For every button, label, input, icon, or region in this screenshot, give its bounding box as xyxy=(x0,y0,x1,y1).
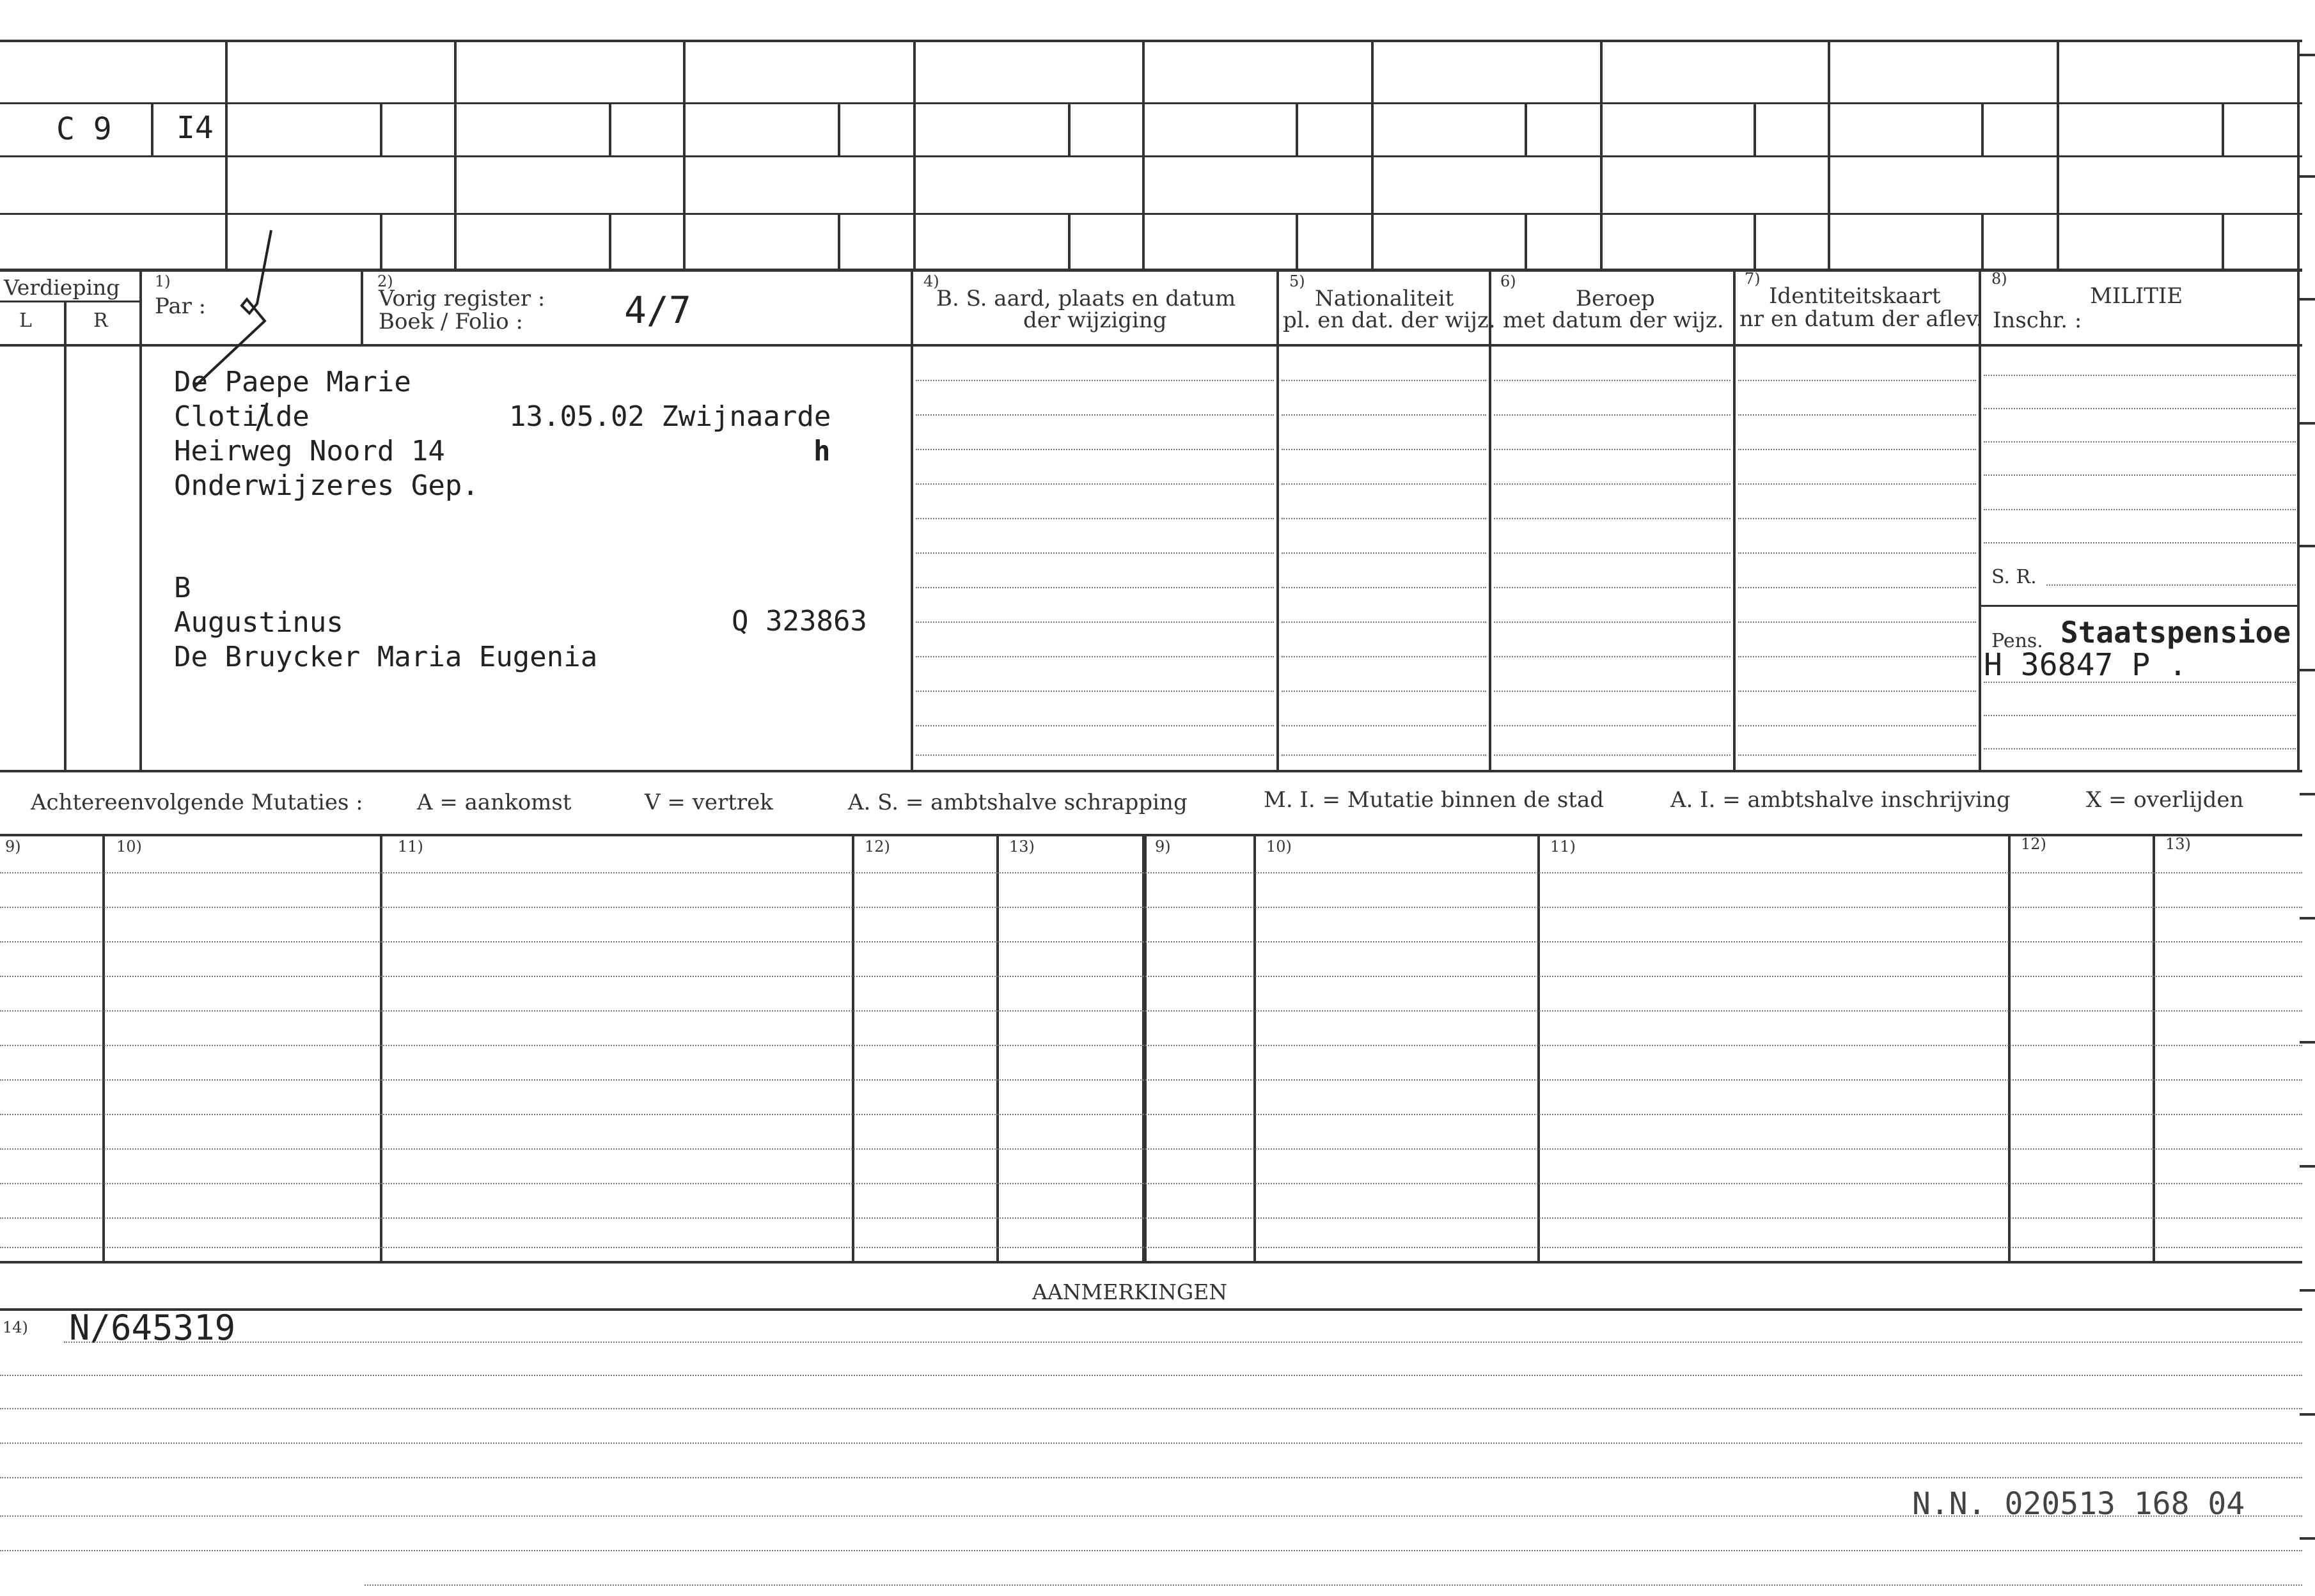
grid-line xyxy=(139,271,142,771)
grid-line xyxy=(1979,605,2298,607)
code-left: C 9 xyxy=(56,111,112,147)
sr-line xyxy=(2046,584,2296,586)
grid-line xyxy=(2222,102,2224,155)
writing-line xyxy=(1494,755,1730,756)
legend-a: A = aankomst xyxy=(417,790,572,815)
writing-line xyxy=(1282,656,1486,657)
grid-line xyxy=(0,155,2302,157)
writing-line xyxy=(0,1045,2302,1046)
tick xyxy=(2300,917,2315,919)
writing-line xyxy=(0,1375,2302,1376)
nat-header-line1: Nationaliteit xyxy=(1315,286,1454,311)
tick xyxy=(2300,1041,2315,1044)
bs-num: 4) xyxy=(923,272,939,290)
grid-line xyxy=(0,102,2302,104)
col-header: 9) xyxy=(5,838,21,856)
writing-line xyxy=(1282,587,1486,588)
grid-line xyxy=(361,271,363,344)
tick xyxy=(2300,422,2315,425)
writing-line xyxy=(0,1079,2302,1081)
writing-line xyxy=(916,483,1274,485)
tick xyxy=(2300,175,2315,178)
grid-line xyxy=(1733,271,1736,771)
tick xyxy=(2300,1165,2315,1168)
grid-line xyxy=(1296,213,1298,269)
grid-line xyxy=(852,835,854,1264)
grid-line xyxy=(151,102,153,155)
boek-folio-label: Boek / Folio : xyxy=(379,309,523,334)
person-occupation: Onderwijzeres Gep. xyxy=(174,469,479,502)
writing-line xyxy=(1738,552,1976,554)
bs-header-line2: der wijziging xyxy=(1023,308,1167,333)
writing-line xyxy=(916,552,1274,554)
aanmerkingen-value: N/645319 xyxy=(69,1308,236,1348)
grid-line xyxy=(102,835,105,1264)
legend-ai: A. I. = ambtshalve inschrijving xyxy=(1670,787,2011,813)
writing-line xyxy=(1738,691,1976,692)
writing-line xyxy=(0,976,2302,977)
writing-line xyxy=(1984,408,2296,409)
id-num: 7) xyxy=(1745,270,1761,288)
verdieping-label: Verdieping xyxy=(4,275,120,300)
writing-line xyxy=(1494,518,1730,519)
militie-header: MILITIE xyxy=(2090,283,2183,309)
person-family: De Bruycker Maria Eugenia xyxy=(174,641,598,673)
person-address: Heirweg Noord 14 xyxy=(174,435,445,467)
grid-line xyxy=(380,102,382,155)
grid-line xyxy=(0,344,141,347)
writing-line xyxy=(1738,755,1976,756)
boek-folio-value: 4/7 xyxy=(624,288,691,332)
tick xyxy=(2300,298,2315,301)
grid-line xyxy=(1525,213,1527,269)
writing-line xyxy=(1494,414,1730,416)
id-header-line2: nr en datum der aflev. xyxy=(1739,306,1983,332)
writing-line xyxy=(1738,587,1976,588)
tick xyxy=(2300,545,2315,547)
writing-line xyxy=(1984,542,2296,544)
grid-line xyxy=(0,834,2302,836)
writing-line xyxy=(1494,656,1730,657)
writing-line xyxy=(0,1183,2302,1184)
writing-line xyxy=(0,1443,2302,1444)
nat-num: 5) xyxy=(1289,272,1305,290)
person-birth: 13.05.02 Zwijnaarde xyxy=(509,400,831,433)
grid-line xyxy=(911,271,913,771)
person-name-line1: De Paepe Marie xyxy=(174,366,411,398)
grid-line xyxy=(1276,271,1279,771)
beroep-header-line1: Beroep xyxy=(1576,286,1655,311)
handwritten-correction xyxy=(249,402,275,434)
writing-line xyxy=(0,872,2302,873)
writing-line xyxy=(0,1408,2302,1409)
grid-line xyxy=(996,835,999,1264)
writing-line xyxy=(1738,483,1976,485)
grid-line xyxy=(0,213,2302,215)
col-header: 13) xyxy=(1009,838,1035,856)
grid-line xyxy=(609,102,611,155)
person-status: B xyxy=(174,572,191,604)
grid-line xyxy=(1754,213,1756,269)
writing-line xyxy=(916,656,1274,657)
aanmerkingen-num: 14) xyxy=(3,1318,28,1336)
writing-line xyxy=(1494,587,1730,588)
grid-line xyxy=(2297,41,2300,270)
writing-line xyxy=(1494,691,1730,692)
grid-line xyxy=(2153,835,2155,1264)
grid-line xyxy=(1754,102,1756,155)
writing-line xyxy=(916,449,1274,450)
grid-line xyxy=(1537,835,1540,1264)
writing-line xyxy=(1282,725,1486,726)
writing-line xyxy=(0,1010,2302,1012)
writing-line xyxy=(916,725,1274,726)
grid-line xyxy=(2008,835,2011,1264)
writing-line xyxy=(1282,380,1486,381)
grid-line xyxy=(0,269,2302,272)
writing-line xyxy=(1494,552,1730,554)
grid-line xyxy=(2222,213,2224,269)
writing-line xyxy=(1494,449,1730,450)
grid-line xyxy=(1253,835,1256,1264)
writing-line xyxy=(1282,449,1486,450)
beroep-header-line2: met datum der wijz. xyxy=(1503,308,1724,333)
vorig-register-label: Vorig register : xyxy=(379,286,545,311)
national-number-stamp: N.N. 020513 168 04 xyxy=(1912,1486,2245,1522)
par-label: Par : xyxy=(155,293,207,319)
writing-line xyxy=(365,1584,2302,1586)
tick xyxy=(2300,54,2315,56)
writing-line xyxy=(1282,622,1486,623)
grid-line xyxy=(1371,41,1374,270)
grid-line xyxy=(141,344,2302,347)
grid-line xyxy=(2297,271,2300,771)
writing-line xyxy=(1282,518,1486,519)
writing-line xyxy=(0,1477,2302,1478)
grid-line xyxy=(454,41,457,270)
writing-line xyxy=(1282,691,1486,692)
grid-line xyxy=(1979,271,1981,771)
writing-line xyxy=(1282,414,1486,416)
person-id-number: Q 323863 xyxy=(732,605,867,638)
grid-line xyxy=(838,213,840,269)
tick xyxy=(2300,669,2315,671)
writing-line xyxy=(1984,748,2296,749)
grid-line xyxy=(0,40,2302,42)
legend-mi: M. I. = Mutatie binnen de stad xyxy=(1264,787,1604,813)
grid-line xyxy=(609,213,611,269)
grid-line xyxy=(2057,41,2059,270)
writing-line xyxy=(1738,725,1976,726)
writing-line xyxy=(1984,375,2296,376)
grid-line xyxy=(1142,41,1145,270)
grid-line xyxy=(1981,213,1984,269)
writing-line xyxy=(916,380,1274,381)
writing-line xyxy=(916,414,1274,416)
writing-line xyxy=(0,1217,2302,1219)
grid-line xyxy=(1828,41,1830,270)
writing-line xyxy=(916,691,1274,692)
grid-line xyxy=(1525,102,1527,155)
legend-as: A. S. = ambtshalve schrapping xyxy=(848,790,1188,815)
col-header: 12) xyxy=(865,838,890,856)
writing-line xyxy=(1984,715,2296,716)
nat-header-line2: pl. en dat. der wijz. xyxy=(1283,308,1496,333)
par-num: 1) xyxy=(155,272,171,290)
writing-line xyxy=(1282,755,1486,756)
mutaties-title: Achtereenvolgende Mutaties : xyxy=(31,790,363,815)
tick xyxy=(2300,793,2315,795)
grid-line xyxy=(64,301,67,771)
grid-line xyxy=(380,835,382,1264)
inschr-label: Inschr. : xyxy=(1993,308,2082,333)
tick xyxy=(2300,1289,2315,1292)
beroep-num: 6) xyxy=(1500,272,1516,290)
writing-line xyxy=(0,1550,2302,1551)
writing-line xyxy=(1738,380,1976,381)
writing-line xyxy=(916,622,1274,623)
writing-line xyxy=(1738,518,1976,519)
aanmerkingen-title: AANMERKINGEN xyxy=(1032,1279,1228,1304)
legend-x: X = overlijden xyxy=(2086,787,2244,813)
bs-header-line1: B. S. aard, plaats en datum xyxy=(936,286,1236,311)
writing-line xyxy=(0,941,2302,943)
vorig-num: 2) xyxy=(377,272,393,290)
l-label: L xyxy=(19,309,32,332)
grid-line xyxy=(1981,102,1984,155)
grid-line xyxy=(0,1308,2302,1311)
pens-label: Pens. xyxy=(1991,630,2043,652)
grid-line xyxy=(1068,102,1071,155)
writing-line xyxy=(1494,725,1730,726)
writing-line xyxy=(1494,380,1730,381)
writing-line xyxy=(1984,474,2296,476)
col-header: 10) xyxy=(1266,838,1292,856)
col-header: 10) xyxy=(116,838,142,856)
writing-line xyxy=(1282,552,1486,554)
writing-line xyxy=(1738,414,1976,416)
col-header: 11) xyxy=(1550,838,1576,856)
tick xyxy=(2300,1413,2315,1416)
writing-line xyxy=(1738,656,1976,657)
grid-line xyxy=(0,1261,2302,1264)
grid-line xyxy=(683,41,686,270)
grid-line xyxy=(1600,41,1603,270)
r-label: R xyxy=(93,309,108,332)
writing-line xyxy=(1494,622,1730,623)
grid-line xyxy=(380,213,382,269)
grid-line xyxy=(913,41,916,270)
legend-v: V = vertrek xyxy=(645,790,773,815)
writing-line xyxy=(1738,449,1976,450)
writing-line xyxy=(1282,483,1486,485)
writing-line xyxy=(0,1247,2302,1248)
grid-line xyxy=(1296,102,1298,155)
writing-line xyxy=(916,587,1274,588)
grid-line xyxy=(0,770,2302,772)
person-spouse: Augustinus xyxy=(174,606,343,639)
grid-line xyxy=(0,301,141,302)
grid-line xyxy=(1142,835,1147,1264)
writing-line xyxy=(0,1148,2302,1150)
person-name-line2: Clotilde xyxy=(174,400,310,433)
col-header: 11) xyxy=(398,838,423,856)
militie-num: 8) xyxy=(1991,270,2007,288)
sr-label: S. R. xyxy=(1991,566,2037,588)
id-header-line1: Identiteitskaart xyxy=(1769,283,1941,309)
writing-line xyxy=(916,518,1274,519)
person-sex: h xyxy=(813,435,831,467)
code-right: I4 xyxy=(177,110,214,146)
tick xyxy=(2300,1537,2315,1540)
writing-line xyxy=(1494,483,1730,485)
writing-line xyxy=(0,907,2302,908)
writing-line xyxy=(916,755,1274,756)
writing-line xyxy=(0,1114,2302,1115)
col-header: 9) xyxy=(1155,838,1171,856)
writing-line xyxy=(1984,441,2296,442)
writing-line xyxy=(64,1342,2302,1343)
grid-line xyxy=(1489,271,1491,771)
pens-number: H 36847 P . xyxy=(1984,647,2187,683)
grid-line xyxy=(838,102,840,155)
grid-line xyxy=(1068,213,1071,269)
col-header: 12) xyxy=(2021,835,2046,853)
col-header: 13) xyxy=(2165,835,2191,853)
pens-value: Staatspensioe xyxy=(2060,615,2291,650)
handwritten-stroke xyxy=(185,224,288,396)
writing-line xyxy=(1738,622,1976,623)
writing-line xyxy=(1984,509,2296,510)
